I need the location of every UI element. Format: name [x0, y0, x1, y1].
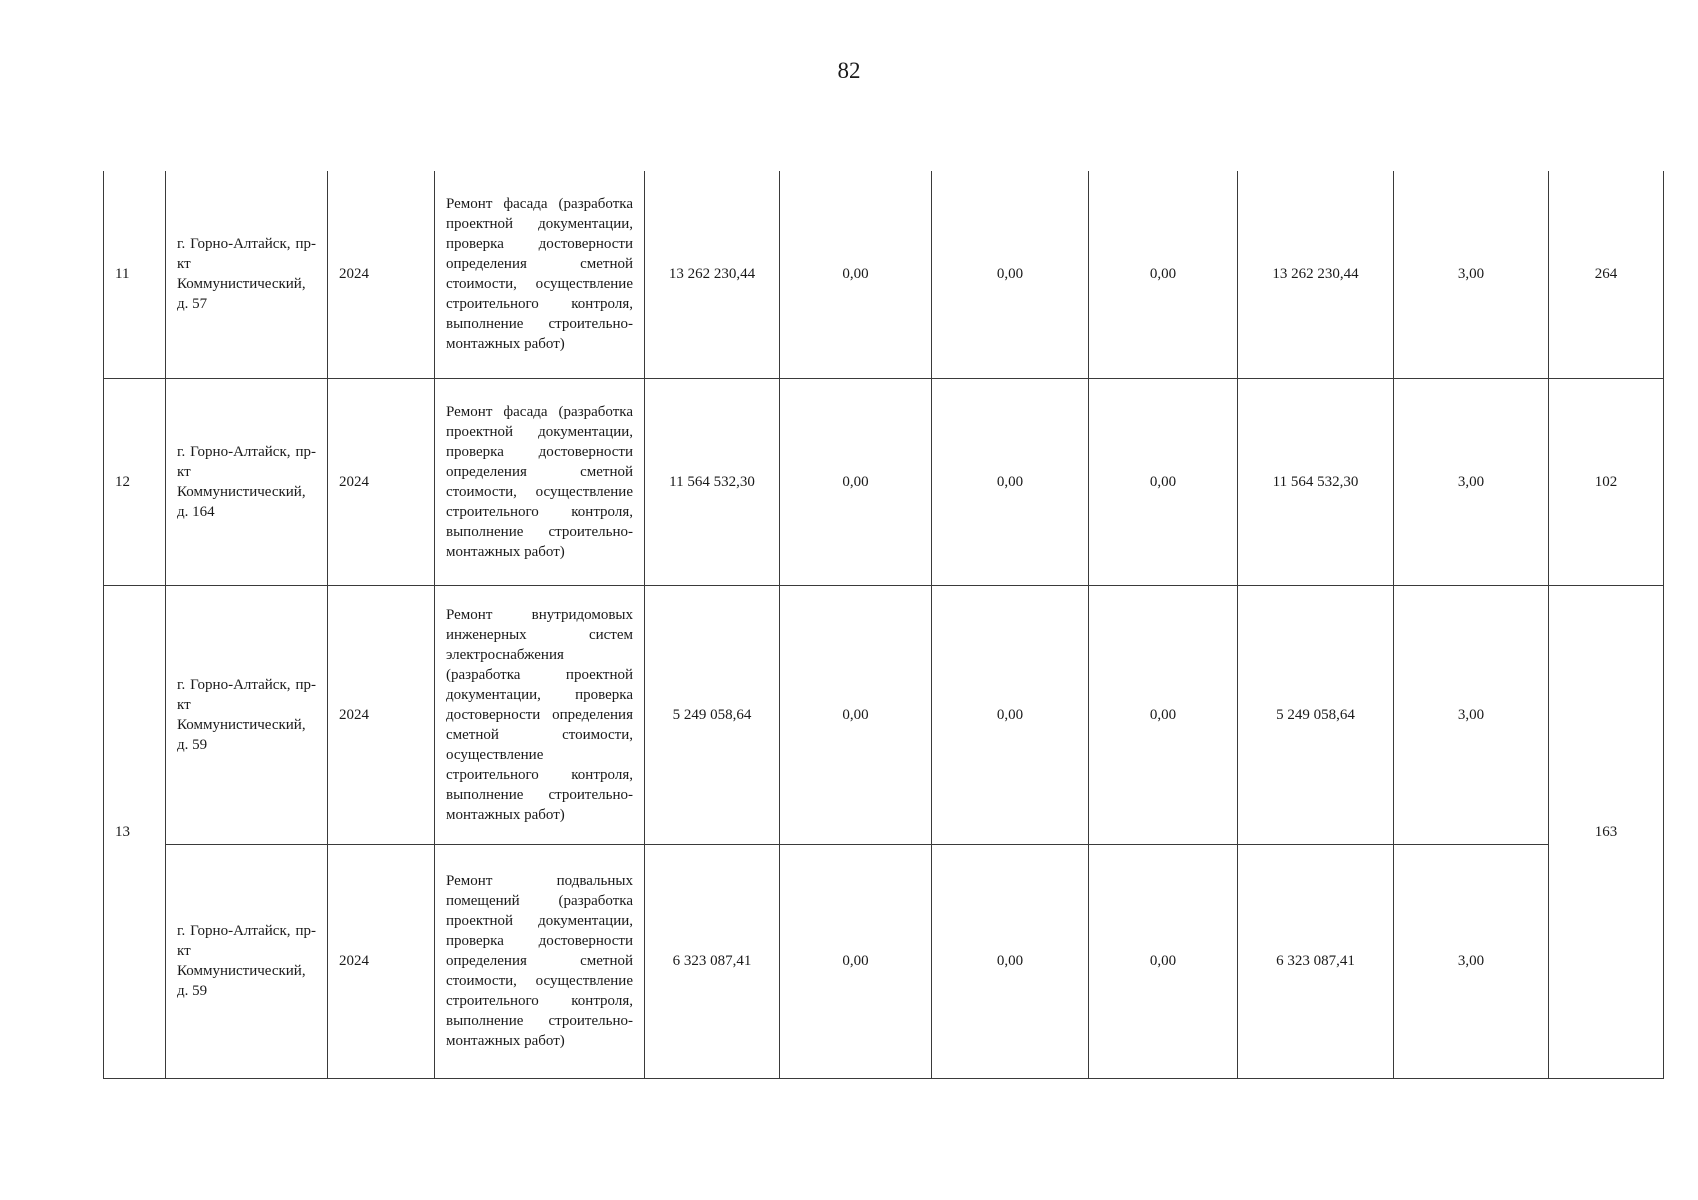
- work-description-cell: Ремонт подвальных помещений (разработка проектной документации, проверка достоверности определения сметной стоимости, осуществление строительного контроля, выполнение строительно-монтажных работ): [435, 844, 645, 1078]
- amount-cell: 0,00: [780, 585, 932, 844]
- table-row: [104, 378, 1664, 585]
- address-cell: г. Горно-Алтайск, пр-кт Коммунистический, д. 164: [166, 378, 328, 585]
- table-row: [104, 585, 1664, 844]
- address-cell: г. Горно-Алтайск, пр-кт Коммунистический, д. 59: [166, 585, 328, 844]
- table-row: [104, 171, 1664, 378]
- amount-cell: 13 262 230,44: [1238, 171, 1394, 378]
- address-cell: г. Горно-Алтайск, пр-кт Коммунистический, д. 59: [166, 844, 328, 1078]
- amount-cell: 5 249 058,64: [645, 585, 780, 844]
- amount-cell: 0,00: [932, 378, 1089, 585]
- works-table: [103, 171, 1664, 1079]
- year-cell: 2024: [328, 844, 435, 1078]
- amount-cell: 0,00: [1089, 378, 1238, 585]
- row-number: 12: [104, 378, 166, 585]
- amount-cell: 3,00: [1394, 171, 1549, 378]
- amount-cell: 0,00: [932, 171, 1089, 378]
- amount-cell: 0,00: [1089, 585, 1238, 844]
- work-description-cell: Ремонт внутридомовых инженерных систем электроснабжения (разработка проектной документации, проверка достоверности определения сметной стоимости, осуществление строительного контроля, выполнение строительно-монтажных работ): [435, 585, 645, 844]
- page-number: 82: [837, 58, 861, 83]
- amount-cell: 13 262 230,44: [645, 171, 780, 378]
- year-cell: 2024: [328, 378, 435, 585]
- amount-cell: 3,00: [1394, 378, 1549, 585]
- last-column-cell: 102: [1549, 378, 1664, 585]
- last-column-cell: 264: [1549, 171, 1664, 378]
- amount-cell: 5 249 058,64: [1238, 585, 1394, 844]
- amount-cell: 6 323 087,41: [645, 844, 780, 1078]
- table-row: [104, 844, 1664, 1078]
- year-cell: 2024: [328, 585, 435, 844]
- amount-cell: 0,00: [932, 844, 1089, 1078]
- amount-cell: 3,00: [1394, 585, 1549, 844]
- amount-cell: 0,00: [780, 378, 932, 585]
- amount-cell: 3,00: [1394, 844, 1549, 1078]
- last-column-cell: 163: [1549, 585, 1664, 1078]
- row-number: 11: [104, 171, 166, 378]
- row-number: 13: [104, 585, 166, 1078]
- amount-cell: 11 564 532,30: [645, 378, 780, 585]
- amount-cell: 11 564 532,30: [1238, 378, 1394, 585]
- address-cell: г. Горно-Алтайск, пр-кт Коммунистический, д. 57: [166, 171, 328, 378]
- amount-cell: 0,00: [1089, 171, 1238, 378]
- work-description-cell: Ремонт фасада (разработка проектной документации, проверка достоверности определения сметной стоимости, осуществление строительного контроля, выполнение строительно-монтажных работ): [435, 171, 645, 378]
- work-description-cell: Ремонт фасада (разработка проектной документации, проверка достоверности определения сметной стоимости, осуществление строительного контроля, выполнение строительно-монтажных работ): [435, 378, 645, 585]
- amount-cell: 0,00: [780, 171, 932, 378]
- amount-cell: 6 323 087,41: [1238, 844, 1394, 1078]
- amount-cell: 0,00: [932, 585, 1089, 844]
- amount-cell: 0,00: [1089, 844, 1238, 1078]
- year-cell: 2024: [328, 171, 435, 378]
- amount-cell: 0,00: [780, 844, 932, 1078]
